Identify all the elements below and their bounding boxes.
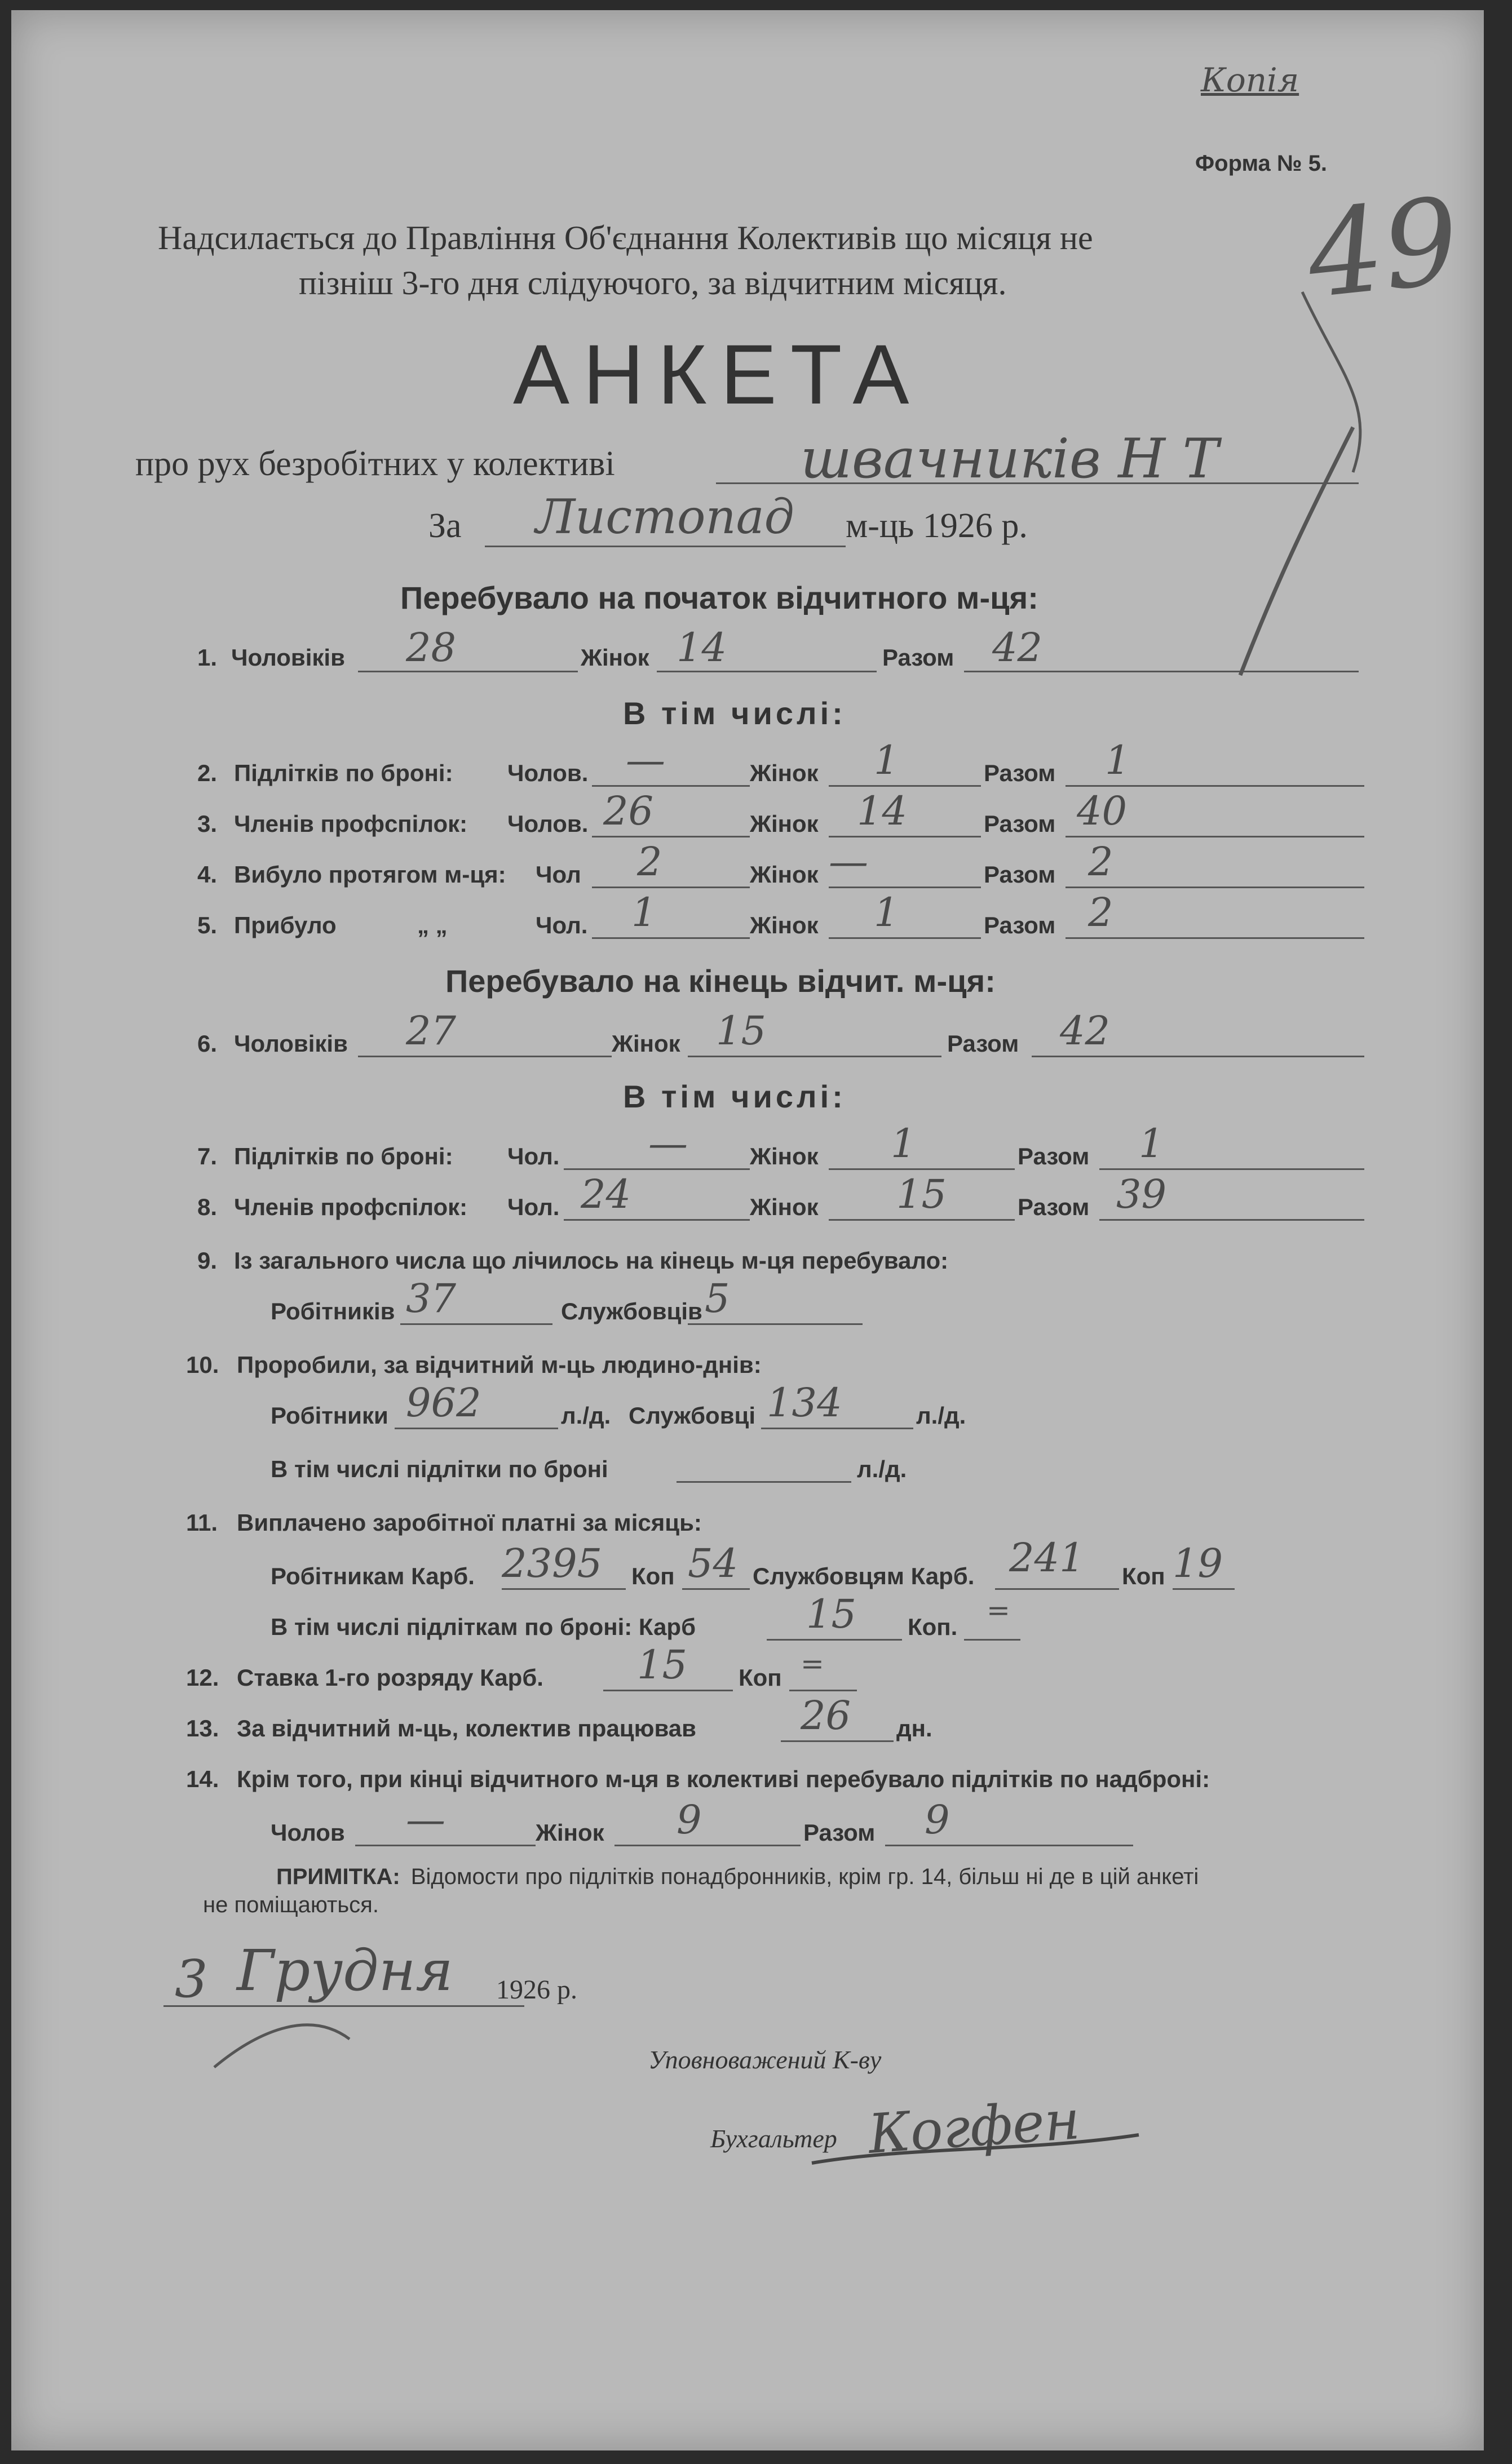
row-11-workers-rub: 2395: [502, 1540, 603, 1586]
row-13-number: 13.: [186, 1715, 219, 1741]
date-year: 1926 р.: [496, 1975, 577, 2005]
row-8-men-value: 24: [581, 1171, 631, 1217]
row-11-workers-kop: 54: [688, 1540, 739, 1586]
row-2-label: Підлітків по броні:: [234, 760, 453, 786]
row-11-label: Виплачено заробітної платні за місяць:: [237, 1509, 702, 1536]
collective-name: швачників Н Т: [801, 427, 1219, 490]
row-2-women-label: Жінок: [750, 760, 819, 786]
row-1-women-value: 14: [677, 624, 727, 671]
pen-strokes: [11, 10, 1484, 2450]
row-3-total-value: 40: [1077, 788, 1128, 834]
row-9-label: Із загального числа що лічилось на кінець м-ця перебувало:: [234, 1247, 949, 1274]
row-8-number: 8.: [197, 1194, 218, 1220]
row-14-men-value: —: [406, 1797, 445, 1843]
section-incl-1: В тім числі:: [623, 695, 846, 731]
authorized-label: Уповноважений К-ву: [648, 2045, 882, 2074]
row-3-total-label: Разом: [984, 810, 1056, 837]
row-7-total-label: Разом: [1018, 1143, 1090, 1169]
row-1-label: Чоловіків: [231, 644, 345, 671]
row-1-number: 1.: [197, 644, 218, 671]
row-6-total-value: 42: [1060, 1008, 1111, 1054]
corner-note: Копія: [1201, 61, 1299, 99]
row-9-workers-value: 37: [406, 1275, 457, 1322]
row-7-men-label: Чол.: [507, 1143, 560, 1169]
row-5-men-value: 1: [631, 889, 657, 936]
row-10-label: Проробили, за відчитний м-ць людино-днів:: [237, 1351, 762, 1378]
row-12-kop-label: Коп: [739, 1664, 782, 1691]
row-9-clerks-label: Службовців: [561, 1298, 702, 1324]
note-label: ПРИМІТКА:: [276, 1864, 400, 1889]
row-5-label: Прибуло: [234, 912, 337, 938]
row-13-unit: дн.: [896, 1715, 932, 1741]
row-5-women-value: 1: [874, 889, 899, 936]
accountant-signature: Когфен: [866, 2088, 1082, 2166]
section-start-title: Перебувало на початок відчитного м-ця:: [400, 580, 1038, 615]
row-11-teens-rub: 15: [806, 1591, 857, 1637]
row-5-ditto: „ „: [417, 912, 448, 938]
row-2-total-value: 1: [1105, 737, 1130, 783]
row-11-kop-label: Коп: [631, 1563, 675, 1589]
row-9-workers-label: Робітників: [271, 1298, 395, 1324]
row-10-unit-2: л./д.: [916, 1402, 966, 1429]
row-4-men-label: Чол: [536, 861, 581, 888]
row-5-number: 5.: [197, 912, 218, 938]
row-11-teens-label: В тім числі підліткам по броні: Карб: [271, 1614, 696, 1640]
row-7-women-label: Жінок: [750, 1143, 819, 1169]
row-4-number: 4.: [197, 861, 218, 888]
row-10-unit-1: л./д.: [561, 1402, 611, 1429]
row-10-number: 10.: [186, 1351, 219, 1378]
row-2-number: 2.: [197, 760, 218, 786]
row-4-women-label: Жінок: [750, 861, 819, 888]
row-4-men-value: 2: [637, 839, 662, 885]
row-1-total-value: 42: [992, 624, 1043, 671]
row-1-men-value: 28: [406, 624, 457, 671]
row-7-number: 7.: [197, 1143, 218, 1169]
row-14-women-value: 9: [677, 1797, 702, 1843]
row-5-women-label: Жінок: [750, 912, 819, 938]
row-10-clerks-value: 134: [767, 1380, 842, 1426]
row-1-total-label: Разом: [882, 644, 954, 671]
header-line-2: пізніш 3-го дня слідуючого, за відчитним місяця.: [299, 264, 1007, 302]
form-number: Форма № 5.: [1195, 151, 1327, 176]
row-4-label: Вибуло протягом м-ця:: [234, 861, 506, 888]
document-sheet: [11, 10, 1484, 2450]
row-3-women-label: Жінок: [750, 810, 819, 837]
row-9-clerks-value: 5: [705, 1275, 730, 1322]
row-3-men-label: Чолов.: [507, 810, 589, 837]
note-text-2: не поміщаються.: [203, 1893, 379, 1917]
note-text-1: Відомости про підлітків понадбронників, крім гр. 14, більш ні де в цій анкеті: [410, 1864, 1199, 1889]
month-suffix: м-ць 1926 р.: [846, 507, 1028, 545]
row-9-number: 9.: [197, 1247, 218, 1274]
row-12-number: 12.: [186, 1664, 219, 1691]
row-7-label: Підлітків по броні:: [234, 1143, 453, 1169]
date-day: 3: [175, 1949, 208, 2009]
row-11-teens-kop: =: [987, 1594, 1010, 1627]
row-12-label: Ставка 1-го розряду Карб.: [237, 1664, 543, 1691]
row-3-number: 3.: [197, 810, 218, 837]
header-line-1: Надсилається до Правління Об'єднання Колективів що місяця не: [158, 219, 1093, 256]
row-5-total-label: Разом: [984, 912, 1056, 938]
row-14-men-label: Чолов: [271, 1819, 345, 1846]
row-2-men-value: —: [626, 737, 665, 783]
row-12-rub: 15: [637, 1642, 688, 1688]
row-13-label: За відчитний м-ць, колектив працював: [237, 1715, 696, 1741]
row-10-teens-unit: л./д.: [857, 1456, 907, 1482]
month-value: Листопад: [536, 489, 794, 544]
row-8-women-label: Жінок: [750, 1194, 819, 1220]
row-8-total-value: 39: [1116, 1171, 1167, 1217]
row-11-teens-kop-label: Коп.: [908, 1614, 958, 1640]
section-incl-2: В тім числі:: [623, 1079, 846, 1114]
row-10-teens-label: В тім числі підлітки по броні: [271, 1456, 608, 1482]
month-prefix: За: [428, 507, 462, 545]
accountant-label: Бухгальтер: [710, 2124, 837, 2153]
row-4-women-value: —: [829, 839, 868, 885]
row-7-men-value: —: [648, 1120, 688, 1167]
row-5-men-label: Чол.: [536, 912, 588, 938]
row-6-total-label: Разом: [947, 1030, 1019, 1057]
row-6-women-label: Жінок: [612, 1030, 680, 1057]
row-12-kop: =: [801, 1647, 824, 1680]
row-2-men-label: Чолов.: [507, 760, 589, 786]
row-14-women-label: Жінок: [536, 1819, 604, 1846]
row-14-label: Крім того, при кінці відчитного м-ця в колективі перебувало підлітків по надброні:: [237, 1766, 1210, 1792]
row-11-workers-label: Робітникам Карб.: [271, 1563, 475, 1589]
row-6-label: Чоловіків: [234, 1030, 348, 1057]
row-8-women-value: 15: [896, 1171, 947, 1217]
row-3-women-value: 14: [857, 788, 908, 834]
page-title: АНКЕТА: [513, 327, 923, 422]
row-4-total-value: 2: [1088, 839, 1113, 885]
row-13-days: 26: [801, 1692, 851, 1739]
row-6-number: 6.: [197, 1030, 218, 1057]
row-11-clerks-kop: 19: [1173, 1540, 1223, 1586]
row-14-number: 14.: [186, 1766, 219, 1792]
row-2-total-label: Разом: [984, 760, 1056, 786]
row-3-label: Членів профспілок:: [234, 810, 468, 837]
row-2-women-value: 1: [874, 737, 899, 783]
margin-number: 49: [1301, 171, 1466, 325]
row-11-clerks-rub: 241: [1009, 1535, 1085, 1581]
row-6-women-value: 15: [716, 1008, 767, 1054]
row-11-number: 11.: [186, 1509, 218, 1536]
row-8-label: Членів профспілок:: [234, 1194, 468, 1220]
row-11-clerks-label: Службовцям Карб.: [753, 1563, 975, 1589]
row-4-total-label: Разом: [984, 861, 1056, 888]
row-10-workers-label: Робітники: [271, 1402, 388, 1429]
date-month: Грудня: [237, 1938, 453, 2004]
row-10-clerks-label: Службовці: [629, 1402, 756, 1429]
row-8-total-label: Разом: [1018, 1194, 1090, 1220]
subtitle-prefix: про рух безробітних у колективі: [135, 445, 615, 483]
row-14-total-value: 9: [925, 1797, 950, 1843]
row-5-total-value: 2: [1088, 889, 1113, 936]
section-end-title: Перебувало на кінець відчит. м-ця:: [445, 963, 996, 999]
row-1-women-label: Жінок: [581, 644, 649, 671]
row-14-total-label: Разом: [803, 1819, 876, 1846]
row-3-men-value: 26: [603, 788, 654, 834]
row-10-workers-value: 962: [406, 1380, 481, 1426]
row-7-women-value: 1: [891, 1120, 916, 1167]
row-7-total-value: 1: [1139, 1120, 1164, 1167]
row-6-men-value: 27: [406, 1008, 457, 1054]
row-8-men-label: Чол.: [507, 1194, 560, 1220]
row-11-kop-label-2: Коп: [1122, 1563, 1165, 1589]
